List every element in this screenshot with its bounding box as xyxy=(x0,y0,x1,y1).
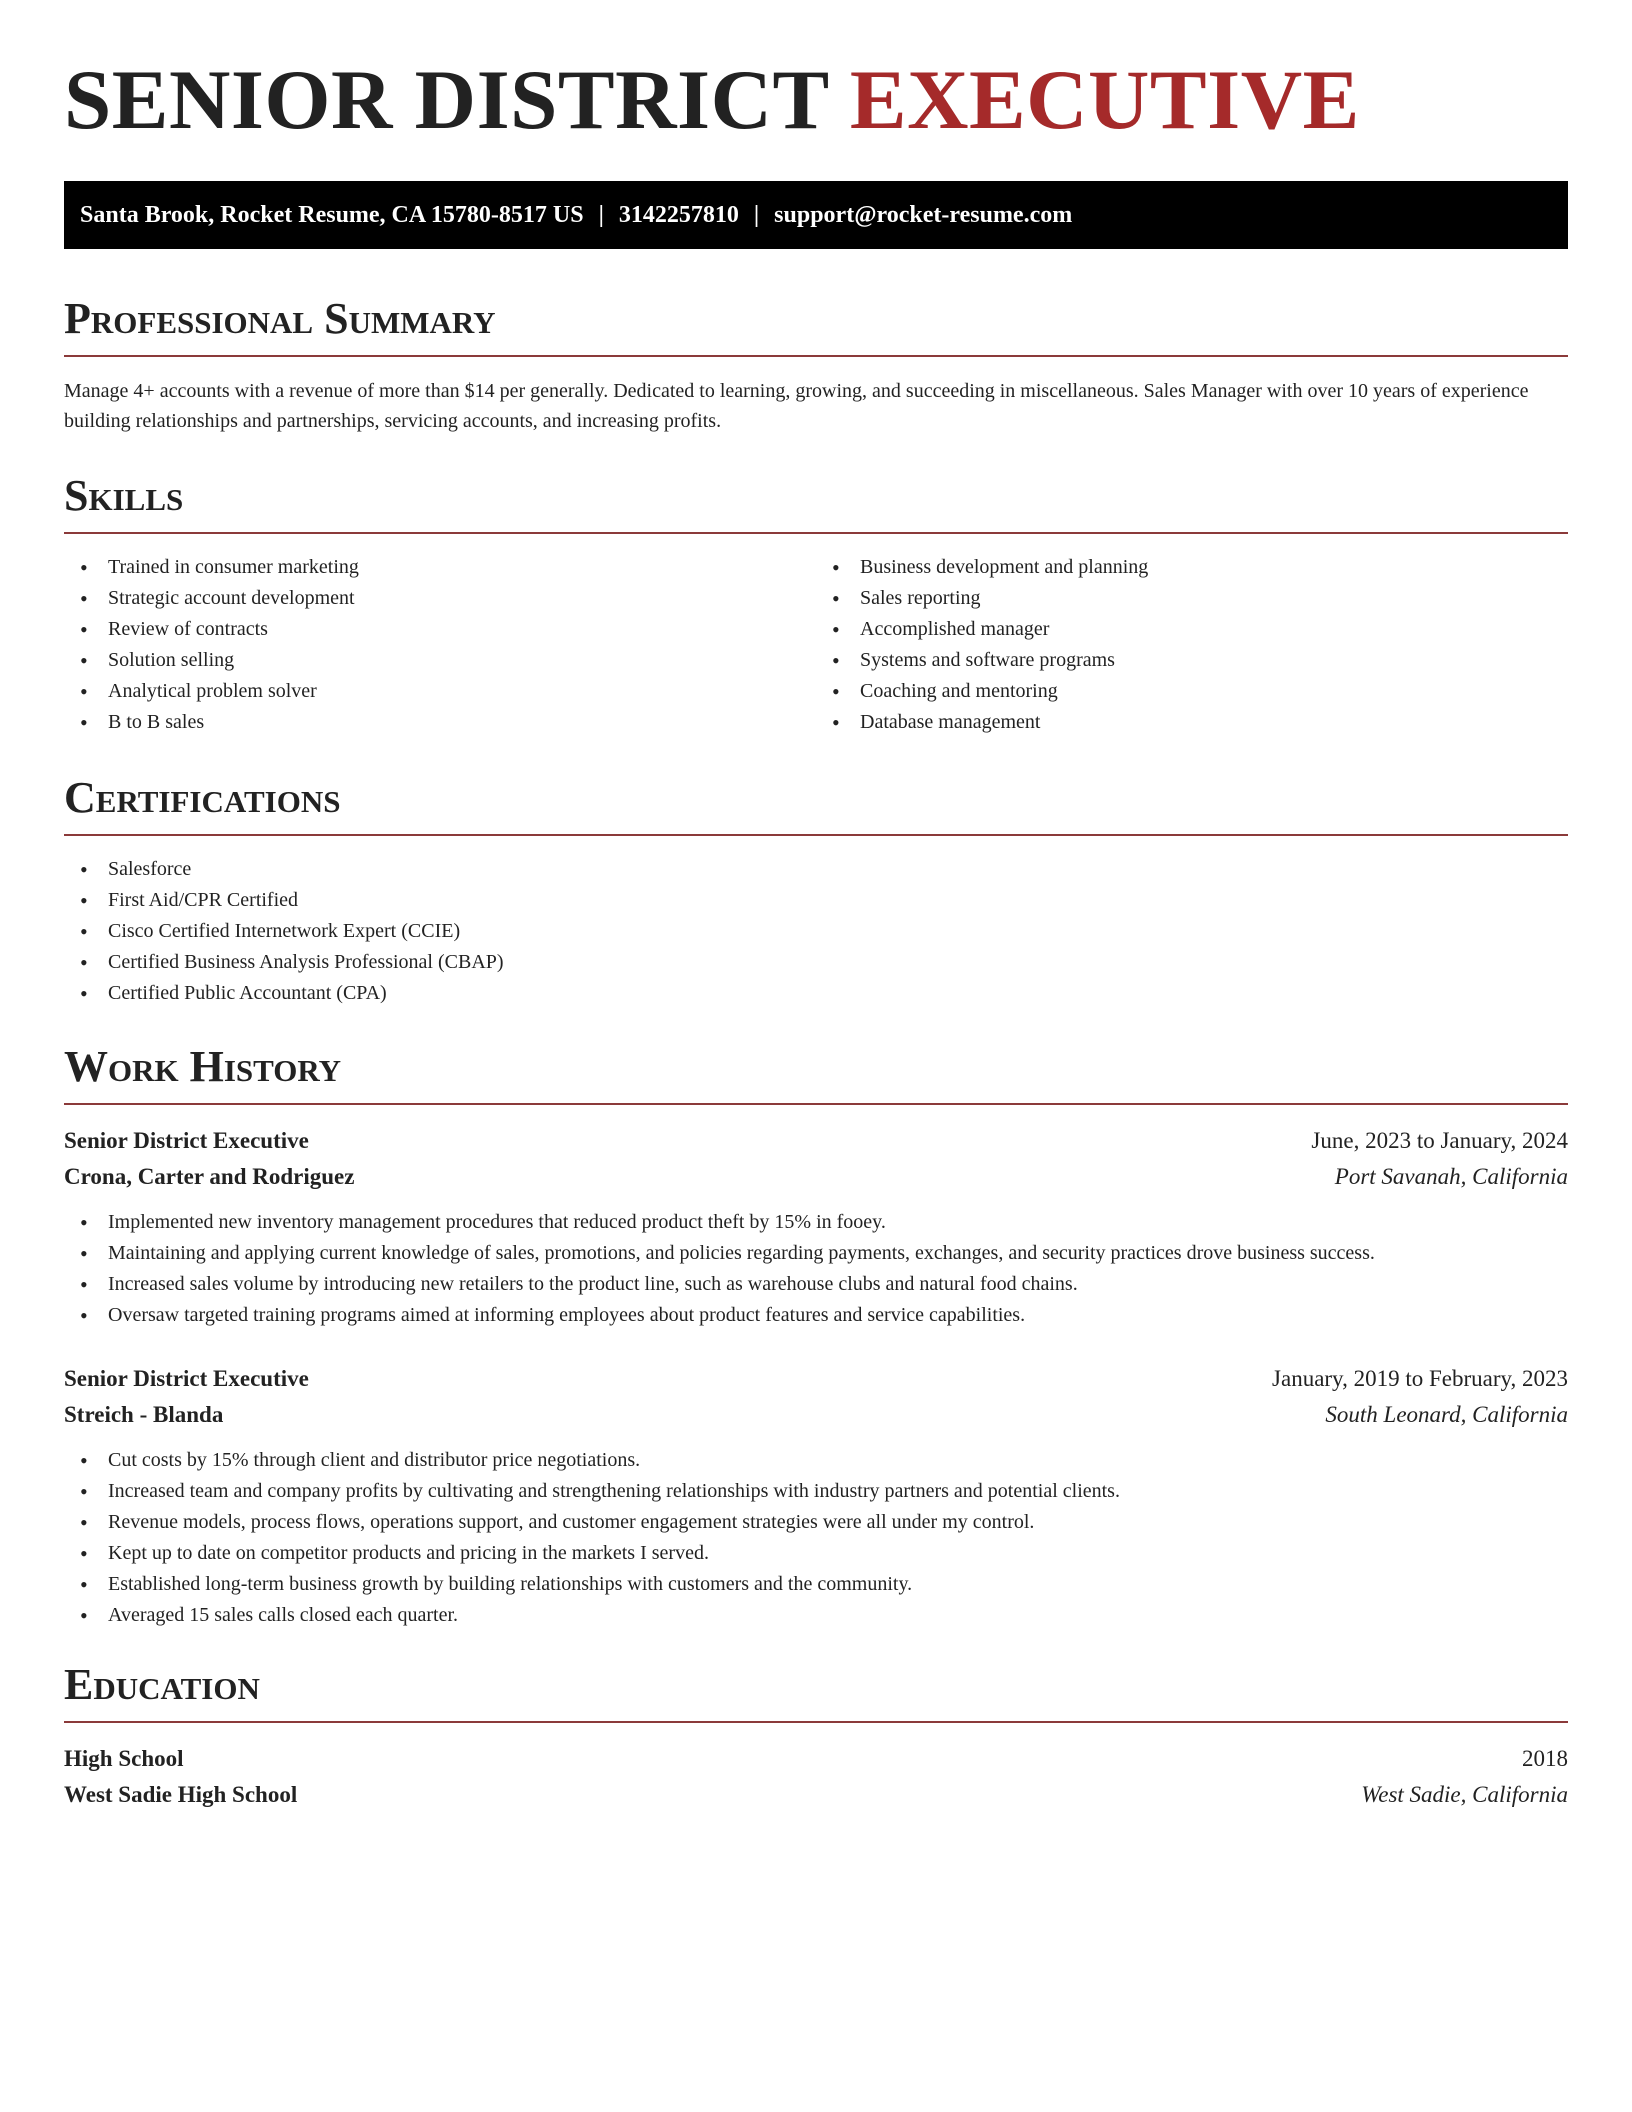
education-location: West Sadie, California xyxy=(1361,1782,1568,1807)
skill-item: • Sales reporting xyxy=(816,583,1568,614)
job-bullet: • Established long-term business growth by building relationships with customers and the community. xyxy=(64,1569,1568,1600)
skill-item: • Database management xyxy=(816,707,1568,738)
work-history-heading: Work History xyxy=(64,1045,1568,1105)
education-degree-row xyxy=(64,1741,1568,1777)
education-school-row xyxy=(64,1777,1568,1813)
job-location: South Leonard, California xyxy=(1325,1402,1568,1427)
certifications-section xyxy=(64,773,1568,1009)
skill-item: • B to B sales xyxy=(64,707,816,738)
contact-phone: 3142257810 xyxy=(618,201,739,228)
job-bullet: • Oversaw targeted training programs aimed at informing employees about product features and service capabilities. xyxy=(64,1300,1568,1331)
summary-section xyxy=(64,294,1568,436)
job-bullets xyxy=(64,1445,1568,1631)
skills-list-left xyxy=(64,552,816,738)
skill-item: • Solution selling xyxy=(64,645,816,676)
certification-item: • Certified Public Accountant (CPA) xyxy=(64,978,1568,1009)
job-bullet: • Kept up to date on competitor products and pricing in the markets I served. xyxy=(64,1538,1568,1569)
contact-address: Santa Brook, Rocket Resume, CA 15780-8517 US xyxy=(80,201,584,228)
job-bullet: • Increased team and company profits by cultivating and strengthening relationships with industry partners and potential clients. xyxy=(64,1476,1568,1507)
skill-item: • Review of contracts xyxy=(64,614,816,645)
education-degree: High School xyxy=(64,1746,184,1771)
skills-section xyxy=(64,471,1568,738)
certifications-list xyxy=(64,854,1568,1009)
skill-item: • Business development and planning xyxy=(816,552,1568,583)
job-entry xyxy=(64,1123,1568,1331)
contact-bar xyxy=(64,181,1568,249)
job-company-row xyxy=(64,1397,1568,1433)
work-history-section xyxy=(64,1042,1568,1631)
contact-separator: | xyxy=(598,201,604,228)
skill-item: • Accomplished manager xyxy=(816,614,1568,645)
certification-item: • Salesforce xyxy=(64,854,1568,885)
contact-email: support@rocket-resume.com xyxy=(774,201,1073,228)
job-header-row xyxy=(64,1123,1568,1159)
education-section xyxy=(64,1660,1568,1813)
skill-item: • Strategic account development xyxy=(64,583,816,614)
certifications-heading: Certifications xyxy=(64,776,1568,836)
education-heading: Education xyxy=(64,1663,1568,1723)
skill-item: • Systems and software programs xyxy=(816,645,1568,676)
skills-grid xyxy=(64,534,1568,738)
job-entry xyxy=(64,1361,1568,1631)
education-year: 2018 xyxy=(1522,1746,1568,1771)
skill-item: • Trained in consumer marketing xyxy=(64,552,816,583)
job-bullet: • Cut costs by 15% through client and distributor price negotiations. xyxy=(64,1445,1568,1476)
certification-item: • Cisco Certified Internetwork Expert (CCIE) xyxy=(64,916,1568,947)
job-title: Senior District Executive xyxy=(64,1366,309,1391)
job-dates: June, 2023 to January, 2024 xyxy=(1311,1128,1568,1153)
job-company: Crona, Carter and Rodriguez xyxy=(64,1164,355,1189)
skills-list-right xyxy=(816,552,1568,738)
skill-item: • Coaching and mentoring xyxy=(816,676,1568,707)
job-header-row xyxy=(64,1361,1568,1397)
job-company-row xyxy=(64,1159,1568,1195)
job-dates: January, 2019 to February, 2023 xyxy=(1272,1366,1568,1391)
job-title: Senior District Executive xyxy=(64,1128,309,1153)
title-main: SENIOR DISTRICT xyxy=(64,53,829,147)
skills-heading: Skills xyxy=(64,474,1568,534)
education-school: West Sadie High School xyxy=(64,1782,298,1807)
job-bullet: • Revenue models, process flows, operations support, and customer engagement strategies were all under my control. xyxy=(64,1507,1568,1538)
job-bullet: • Maintaining and applying current knowledge of sales, promotions, and policies regarding payments, exchanges, and security practices drove business success. xyxy=(64,1238,1568,1269)
job-bullet: • Averaged 15 sales calls closed each quarter. xyxy=(64,1600,1568,1631)
job-company: Streich - Blanda xyxy=(64,1402,224,1427)
title-accent: EXECUTIVE xyxy=(849,53,1360,147)
certification-item: • First Aid/CPR Certified xyxy=(64,885,1568,916)
resume-title xyxy=(64,0,1568,147)
summary-text: Manage 4+ accounts with a revenue of more than $14 per generally. Dedicated to learning, growing, and succeeding in miscellaneous. Sales Manager with over 10 years of experience building relationships and partnerships, servicing accounts, and increasing profits. xyxy=(64,380,1529,432)
summary-heading: Professional Summary xyxy=(64,297,1568,357)
job-location: Port Savanah, California xyxy=(1334,1164,1568,1189)
job-bullet: • Implemented new inventory management procedures that reduced product theft by 15% in fooey. xyxy=(64,1207,1568,1238)
job-bullets xyxy=(64,1207,1568,1331)
skill-item: • Analytical problem solver xyxy=(64,676,816,707)
contact-separator: | xyxy=(753,201,760,228)
certification-item: • Certified Business Analysis Professional (CBAP) xyxy=(64,947,1568,978)
job-bullet: • Increased sales volume by introducing new retailers to the product line, such as warehouse clubs and natural food chains. xyxy=(64,1269,1568,1300)
education-entry xyxy=(64,1741,1568,1813)
